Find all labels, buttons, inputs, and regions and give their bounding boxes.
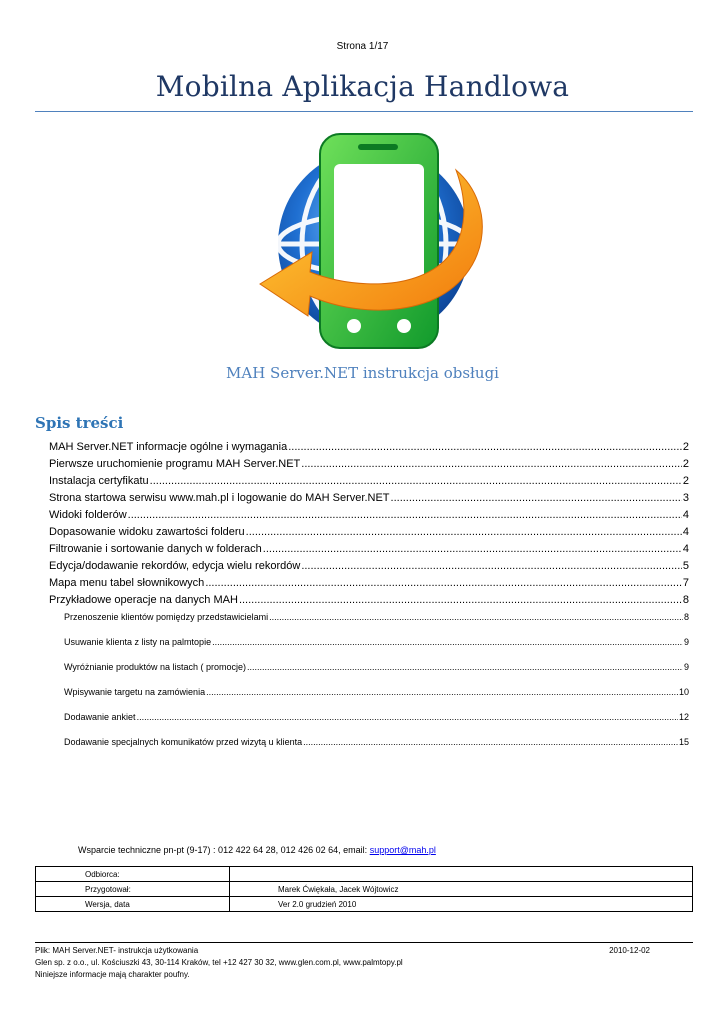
meta-label: Wersja, data — [36, 897, 230, 912]
toc-entry-page: 4 — [682, 509, 689, 521]
toc-entry-title: Usuwanie klienta z listy na palmtopie — [64, 637, 212, 647]
toc-leader — [391, 492, 682, 504]
toc-entry[interactable] — [49, 437, 689, 453]
footer-date: 2010-12-02 — [609, 946, 650, 955]
toc-leader — [206, 687, 678, 697]
toc-entry-title: Pierwsze uruchomienie programu MAH Server.NET — [49, 458, 301, 470]
toc-entry-page: 7 — [682, 577, 689, 589]
toc-entry-title: Instalacja certyfikatu — [49, 475, 149, 487]
toc-leader — [246, 526, 682, 538]
toc-leader — [239, 594, 682, 606]
toc-subentry[interactable] — [64, 681, 689, 697]
toc-entry-title: Dodawanie specjalnych komunikatów przed wizytą u klienta — [64, 737, 303, 747]
mobile-phone-globe-arrow-logo — [250, 126, 498, 358]
support-text: Wsparcie techniczne pn-pt (9-17) : 012 422 64 28, 012 426 02 64, email: — [78, 845, 370, 855]
toc-entry-page: 9 — [683, 637, 689, 647]
toc-entry-page: 15 — [678, 737, 689, 747]
footer-company-line: Glen sp. z o.o., ul. Kościuszki 43, 30-114 Kraków, tel +12 427 30 32, www.glen.com.pl, www.palmtopy.pl — [35, 958, 403, 967]
toc-subentry[interactable] — [64, 731, 689, 747]
toc-entry-page: 2 — [682, 458, 689, 470]
toc-entry-title: Dopasowanie widoku zawartości folderu — [49, 526, 245, 538]
toc-subentry[interactable] — [64, 606, 689, 622]
toc-entry[interactable] — [49, 522, 689, 538]
toc-entry[interactable] — [49, 539, 689, 555]
toc-entry-page: 12 — [678, 712, 689, 722]
toc-leader — [128, 509, 682, 521]
toc-leader — [212, 637, 683, 647]
support-info — [78, 845, 436, 855]
toc-entry-page: 2 — [682, 441, 689, 453]
footer-file-line: Plik: MAH Server.NET- instrukcja użytkowania — [35, 946, 199, 955]
meta-label: Przygotował: — [36, 882, 230, 897]
meta-value: Marek Ćwiękała, Jacek Wójtowicz — [230, 882, 693, 897]
table-row — [36, 882, 693, 897]
toc-leader — [303, 737, 678, 747]
toc-leader — [205, 577, 682, 589]
toc-entry-page: 4 — [682, 526, 689, 538]
toc-entry-page: 10 — [678, 687, 689, 697]
title-divider — [35, 111, 693, 112]
toc-entry[interactable] — [49, 488, 689, 504]
support-email-link[interactable]: support@mah.pl — [369, 845, 436, 855]
table-row — [36, 867, 693, 882]
toc-entry-page: 5 — [682, 560, 689, 572]
toc-entry-page: 3 — [682, 492, 689, 504]
document-meta-table — [35, 866, 693, 912]
toc-heading: Spis treści — [35, 414, 124, 432]
toc-entry-page: 8 — [682, 594, 689, 606]
toc-entry-title: Wyróżnianie produktów na listach ( promocje) — [64, 662, 246, 672]
toc-entry-title: Strona startowa serwisu www.mah.pl i logowanie do MAH Server.NET — [49, 492, 390, 504]
toc-entry-title: Dodawanie ankiet — [64, 712, 136, 722]
toc-entry-page: 8 — [683, 612, 689, 622]
toc-entry-title: MAH Server.NET informacje ogólne i wymagania — [49, 441, 288, 453]
toc-entry-title: Edycja/dodawanie rekordów, edycja wielu rekordów — [49, 560, 301, 572]
table-row — [36, 897, 693, 912]
toc-leader — [137, 712, 678, 722]
toc-leader — [247, 662, 683, 672]
document-subtitle: MAH Server.NET instrukcja obsługi — [226, 364, 499, 382]
meta-value: Ver 2.0 grudzień 2010 — [230, 897, 693, 912]
toc-entry[interactable] — [49, 590, 689, 606]
footer-divider — [35, 942, 693, 943]
toc-leader — [301, 458, 682, 470]
page-number: Strona 1/17 — [336, 41, 389, 52]
toc-entry-title: Mapa menu tabel słownikowych — [49, 577, 205, 589]
toc-entry[interactable] — [49, 454, 689, 470]
toc-leader — [288, 441, 682, 453]
toc-entry-title: Przykładowe operacje na danych MAH — [49, 594, 238, 606]
toc-entry-page: 9 — [683, 662, 689, 672]
document-title: Mobilna Aplikacja Handlowa — [155, 70, 570, 103]
toc-subentry[interactable] — [64, 631, 689, 647]
toc-entry-title: Filtrowanie i sortowanie danych w folderach — [49, 543, 262, 555]
toc-entry[interactable] — [49, 505, 689, 521]
toc-entry-title: Przenoszenie klientów pomiędzy przedstawicielami — [64, 612, 269, 622]
page-footer — [35, 945, 650, 981]
meta-value — [230, 867, 693, 882]
toc-entry-title: Widoki folderów — [49, 509, 127, 521]
toc-subentry[interactable] — [64, 656, 689, 672]
toc-entry-page: 4 — [682, 543, 689, 555]
meta-label: Odbiorca: — [36, 867, 230, 882]
toc-entry-title: Wpisywanie targetu na zamówienia — [64, 687, 206, 697]
toc-leader — [301, 560, 682, 572]
toc-entry[interactable] — [49, 573, 689, 589]
toc-entry[interactable] — [49, 556, 689, 572]
footer-confidential-line: Niniejsze informacje mają charakter poufny. — [35, 970, 190, 979]
toc-entry[interactable] — [49, 471, 689, 487]
toc-leader — [150, 475, 682, 487]
toc-leader — [263, 543, 682, 555]
toc-entry-page: 2 — [682, 475, 689, 487]
toc-subentry[interactable] — [64, 706, 689, 722]
toc-leader — [269, 612, 683, 622]
